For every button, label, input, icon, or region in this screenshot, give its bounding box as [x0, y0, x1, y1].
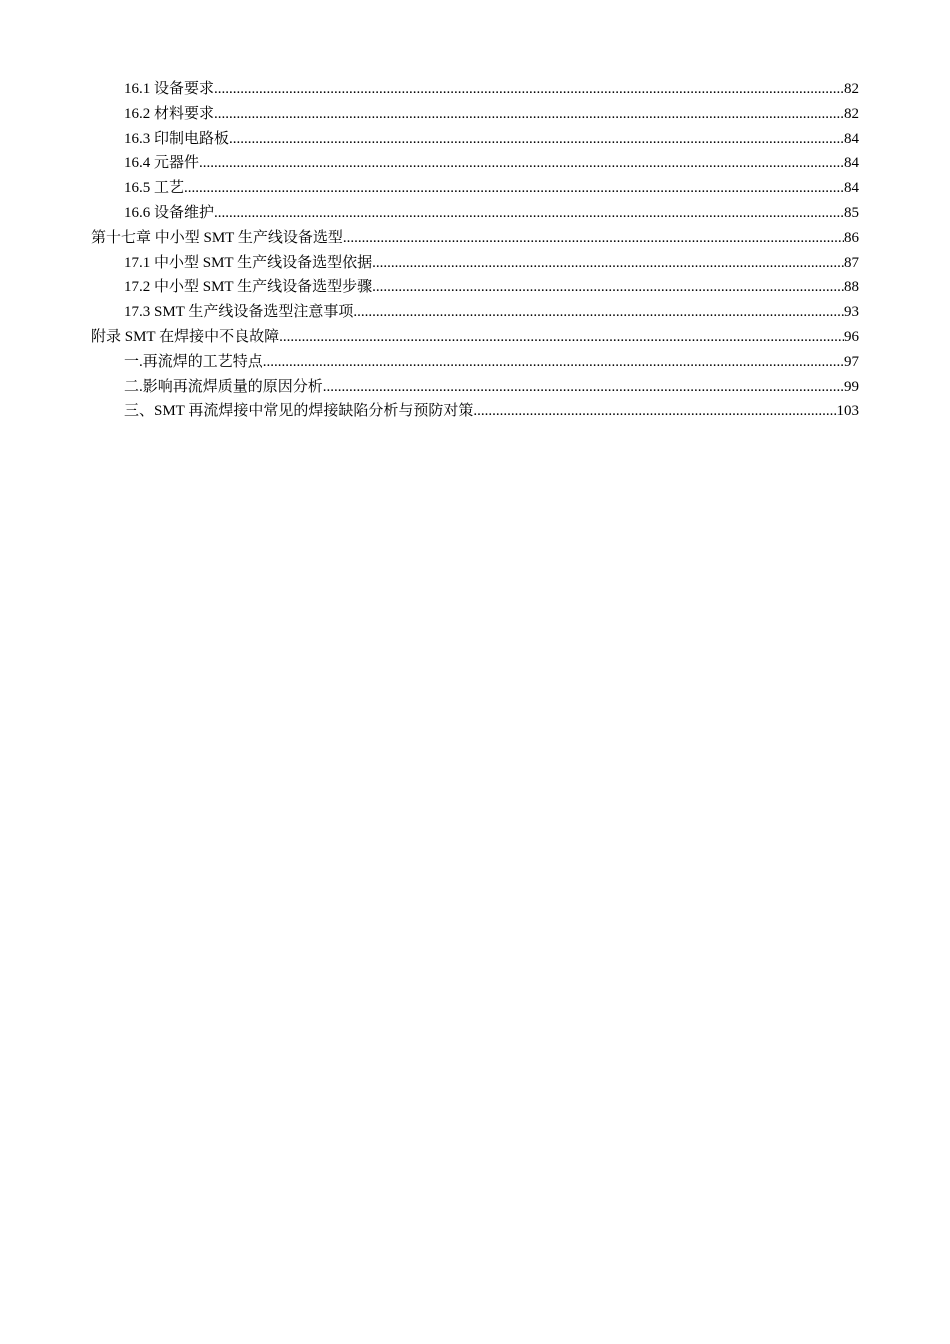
toc-entry[interactable] — [91, 399, 859, 424]
toc-entry-title: 二.影响再流焊质量的原因分析 — [124, 378, 323, 395]
table-of-contents — [91, 77, 859, 424]
toc-entry[interactable] — [91, 350, 859, 375]
toc-entry-page-number: 99 — [844, 378, 859, 395]
toc-dot-leader — [229, 127, 844, 152]
toc-entry-title: 16.5 工艺 — [124, 180, 185, 197]
toc-dot-leader — [279, 325, 844, 350]
toc-entry[interactable] — [91, 127, 859, 152]
toc-entry[interactable] — [91, 102, 859, 127]
toc-chapter-entry[interactable] — [91, 226, 859, 251]
toc-entry-page-number: 82 — [844, 105, 859, 122]
toc-entry[interactable] — [91, 201, 859, 226]
toc-entry-title: 第十七章 中小型 SMT 生产线设备选型 — [91, 229, 343, 246]
toc-entry-title: 17.2 中小型 SMT 生产线设备选型步骤 — [124, 279, 373, 296]
toc-dot-leader — [184, 176, 844, 201]
toc-entry-page-number: 84 — [844, 155, 859, 172]
toc-dot-leader — [214, 102, 844, 127]
toc-entry-page-number: 93 — [844, 304, 859, 321]
toc-dot-leader — [353, 300, 844, 325]
toc-dot-leader — [343, 226, 844, 251]
toc-entry-page-number: 82 — [844, 81, 859, 97]
toc-entry-page-number: 87 — [844, 254, 859, 271]
toc-entry[interactable] — [91, 176, 859, 201]
toc-entry-page-number: 96 — [844, 328, 859, 345]
toc-dot-leader — [214, 201, 844, 226]
toc-entry-title: 16.4 元器件 — [124, 155, 200, 172]
toc-dot-leader — [372, 275, 844, 300]
toc-entry[interactable] — [91, 375, 859, 400]
toc-entry[interactable] — [91, 151, 859, 176]
toc-entry-page-number: 84 — [844, 180, 859, 197]
toc-dot-leader — [323, 375, 844, 400]
toc-appendix-entry[interactable] — [91, 325, 859, 350]
toc-entry-title: 16.3 印制电路板 — [124, 130, 230, 147]
toc-entry-title: 16.2 材料要求 — [124, 105, 215, 122]
toc-entry-page-number: 86 — [844, 229, 859, 246]
toc-entry-title: 三、SMT 再流焊接中常见的焊接缺陷分析与预防对策 — [124, 403, 474, 420]
toc-entry-page-number: 85 — [844, 204, 859, 221]
toc-dot-leader — [199, 151, 844, 176]
toc-dot-leader — [263, 350, 844, 375]
toc-dot-leader — [473, 399, 836, 424]
toc-entry-page-number: 88 — [844, 279, 859, 296]
toc-dot-leader — [214, 77, 844, 102]
toc-entry-title: 16.6 设备维护 — [124, 204, 215, 221]
toc-entry-page-number: 97 — [844, 353, 859, 370]
toc-entry[interactable] — [91, 77, 859, 102]
toc-entry-page-number: 84 — [844, 130, 859, 147]
toc-entry-title: 附录 SMT 在焊接中不良故障 — [91, 328, 280, 345]
toc-entry-title: 17.3 SMT 生产线设备选型注意事项 — [124, 304, 354, 321]
toc-entry-title: 一.再流焊的工艺特点 — [124, 353, 263, 370]
toc-dot-leader — [372, 251, 844, 276]
toc-entry[interactable] — [91, 251, 859, 276]
toc-entry-page-number: 103 — [836, 403, 859, 420]
toc-entry[interactable] — [91, 275, 859, 300]
toc-entry[interactable] — [91, 300, 859, 325]
toc-entry-title: 17.1 中小型 SMT 生产线设备选型依据 — [124, 254, 373, 271]
toc-entry-title: 16.1 设备要求 — [124, 81, 215, 97]
